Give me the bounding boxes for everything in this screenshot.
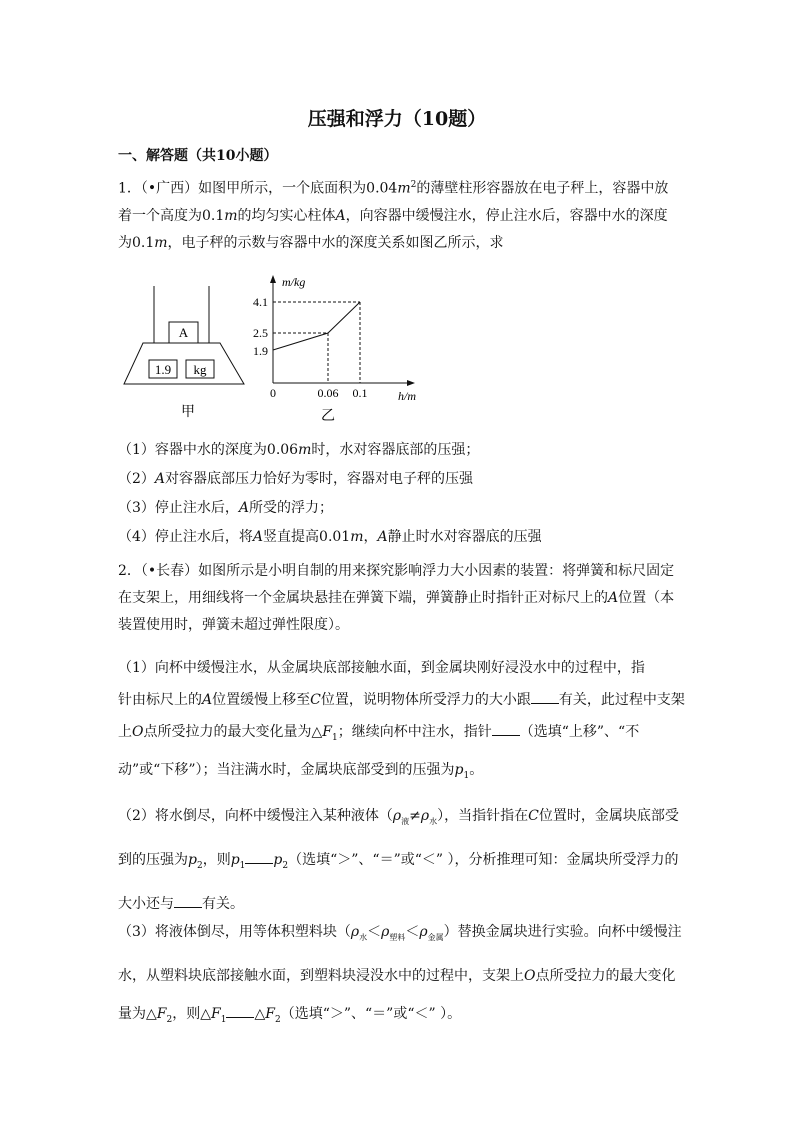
var: F	[322, 724, 332, 740]
figure-yi-graph	[248, 270, 428, 425]
text: 位置缓慢上移至	[212, 692, 311, 708]
text: 静止时水对容器底的压强	[387, 529, 542, 545]
var: ρ	[419, 924, 428, 940]
text: 竖直提高0.01	[263, 529, 351, 545]
var: A	[202, 692, 213, 708]
var: A	[335, 207, 346, 224]
y-axis-label: m/kg	[282, 275, 306, 289]
sub: 塑料	[389, 932, 406, 942]
question-1-stem	[118, 172, 678, 257]
page-title: 压强和浮力（10题）	[307, 108, 487, 130]
text: 有关，此过程中支架上	[118, 692, 685, 740]
data-line	[273, 302, 360, 350]
question-1-parts	[118, 436, 684, 552]
q1-part-1	[118, 436, 684, 465]
sub: 2	[282, 860, 289, 871]
text: 2．（•长春）如图所示是小明自制的用来探究影响浮力大小因素的装置：将弹簧和标尺固定在支架上，用细线将一个金属块悬挂在弹簧下端，弹簧静止时指针正对标尺上的	[118, 563, 675, 606]
x-axis-arrow	[407, 380, 415, 386]
y-tick-label: 4.1	[253, 295, 268, 309]
question-2-part-2	[118, 797, 688, 923]
var: O	[524, 967, 536, 984]
text: 时，水对容器底部的压强；	[311, 442, 480, 458]
var: F	[265, 1005, 275, 1022]
var: m	[298, 442, 312, 458]
var: A	[154, 471, 166, 487]
text: ，	[363, 529, 378, 545]
var: m	[154, 234, 168, 251]
sub: 1	[331, 732, 338, 743]
var: A	[377, 529, 388, 545]
text: 位置，说明物体所受浮力的大小跟	[320, 692, 531, 708]
origin-label: 0	[270, 386, 276, 400]
text: ≠	[409, 808, 421, 824]
q1-part-2	[118, 465, 684, 494]
sub: 2	[274, 1014, 281, 1025]
y-tick-label: 1.9	[253, 344, 268, 358]
sub: 2	[166, 1014, 173, 1025]
figure-jia-caption: 甲	[181, 405, 195, 420]
var: C	[528, 808, 539, 824]
text: （选填“＞”、“＝”或“＜” ），分析推理可知：金属块所受浮力的大小还与	[118, 851, 679, 912]
text: ，向容器中缓慢注水，停止注水后，容器中水的深度为0.1	[118, 207, 668, 251]
text: （3）将液体倒尽，用等体积塑料块（	[118, 924, 351, 940]
figure-yi-caption: 乙	[321, 409, 335, 424]
text: （3）停止注水后，	[118, 500, 239, 516]
var: C	[310, 692, 321, 708]
scale-unit: kg	[193, 362, 207, 377]
text: ＜	[405, 924, 420, 940]
figure-jia	[118, 280, 248, 420]
sup: 2	[410, 180, 417, 190]
var: p	[273, 851, 283, 868]
text: ，电子秤的示数与容器中水的深度关系如图乙所示，求	[167, 234, 504, 251]
text: 点所受拉力的最大变化量为△	[118, 967, 676, 1022]
question-2-stem	[118, 558, 688, 639]
var: ρ	[381, 924, 390, 940]
var: A	[252, 529, 264, 545]
y-axis-arrow	[270, 275, 276, 283]
block-a-label: A	[178, 325, 189, 340]
text: 的薄壁柱形容器放在电子秤上，容器中放着一个高度为0.1	[118, 180, 669, 224]
var: A	[608, 590, 619, 606]
var: ρ	[392, 808, 402, 824]
text: 位置（本装置使用时，弹簧未超过弹性限度）。	[118, 590, 675, 633]
var: A	[238, 500, 250, 516]
text: （2）将水倒尽，向杯中缓慢注入某种液体（	[118, 808, 393, 824]
var: p	[188, 851, 197, 868]
var: F	[211, 1005, 221, 1022]
text: 点所受拉力的最大变化量为△	[143, 724, 323, 740]
text: 对容器底部压力恰好为零时，容器对电子秤的压强	[165, 471, 474, 487]
q1-part-3	[118, 494, 684, 523]
text: 1．（•广西）如图甲所示，一个底面积为0.04	[118, 180, 398, 197]
sub: 1	[463, 770, 470, 781]
var: m	[397, 180, 411, 197]
answer-blank[interactable]	[492, 723, 520, 736]
var: ρ	[420, 808, 430, 824]
answer-blank[interactable]	[226, 1005, 254, 1018]
sub: 2	[196, 860, 203, 871]
answer-blank[interactable]	[174, 895, 202, 908]
text: 。	[469, 761, 484, 778]
x-tick-label: 0.06	[317, 386, 339, 400]
text: （选填“＞”、“＝”或“＜” ）。	[280, 1005, 462, 1022]
text: ＜	[367, 924, 382, 940]
text: 的均匀实心柱体	[237, 207, 336, 224]
text: （4）停止注水后，将	[118, 529, 253, 545]
text: （选填“上移”、“不动”或“下移”）；当注满水时，金属块底部受到的压强为	[118, 724, 640, 778]
sub: 金属	[427, 932, 444, 942]
text: ），当指针指在	[437, 808, 529, 824]
text: （1）容器中水的深度为0.06	[118, 442, 299, 458]
question-2-part-1	[118, 652, 688, 792]
text: 所受的浮力；	[249, 500, 334, 516]
sub: 1	[220, 1014, 227, 1025]
text: 位置时，金属块底部受到的压强为	[118, 808, 679, 868]
text: ）替换金属块进行实验。向杯中缓慢注水，从塑料块底部接触水面，到塑料块浸没水中的过程中，支架上	[118, 924, 682, 984]
scale-value: 1.9	[154, 362, 172, 377]
var: ρ	[350, 924, 360, 940]
x-tick-label: 0.1	[352, 386, 368, 400]
answer-blank[interactable]	[531, 691, 559, 704]
text: ，则△	[172, 1005, 212, 1022]
section-heading: 一、解答题（共10小题）	[118, 148, 278, 164]
x-axis-label: h/m	[398, 389, 416, 403]
var: F	[156, 1005, 167, 1022]
sub: 水	[359, 932, 368, 942]
var: p	[230, 851, 240, 868]
text: 有关。	[202, 895, 244, 912]
answer-blank[interactable]	[245, 851, 273, 864]
text: ，则	[202, 851, 231, 868]
text: 针由标尺上的	[118, 692, 202, 708]
var: m	[224, 207, 238, 224]
text: （2）	[118, 471, 155, 487]
sub: 水	[429, 816, 438, 826]
y-tick-label: 2.5	[253, 326, 268, 340]
electronic-scale	[124, 343, 244, 384]
sub: 1	[239, 860, 246, 871]
sub: 液	[401, 816, 410, 826]
question-2-part-3	[118, 913, 688, 1039]
text: （1）向杯中缓慢注水，从金属块底部接触水面，到金属块刚好浸没水中的过程中，指	[118, 660, 645, 676]
text: ；继续向杯中注水，指针	[337, 724, 492, 740]
q1-part-4	[118, 523, 684, 552]
text: △	[254, 1005, 266, 1022]
var: O	[132, 724, 144, 740]
var: m	[350, 529, 364, 545]
var: p	[454, 761, 464, 778]
